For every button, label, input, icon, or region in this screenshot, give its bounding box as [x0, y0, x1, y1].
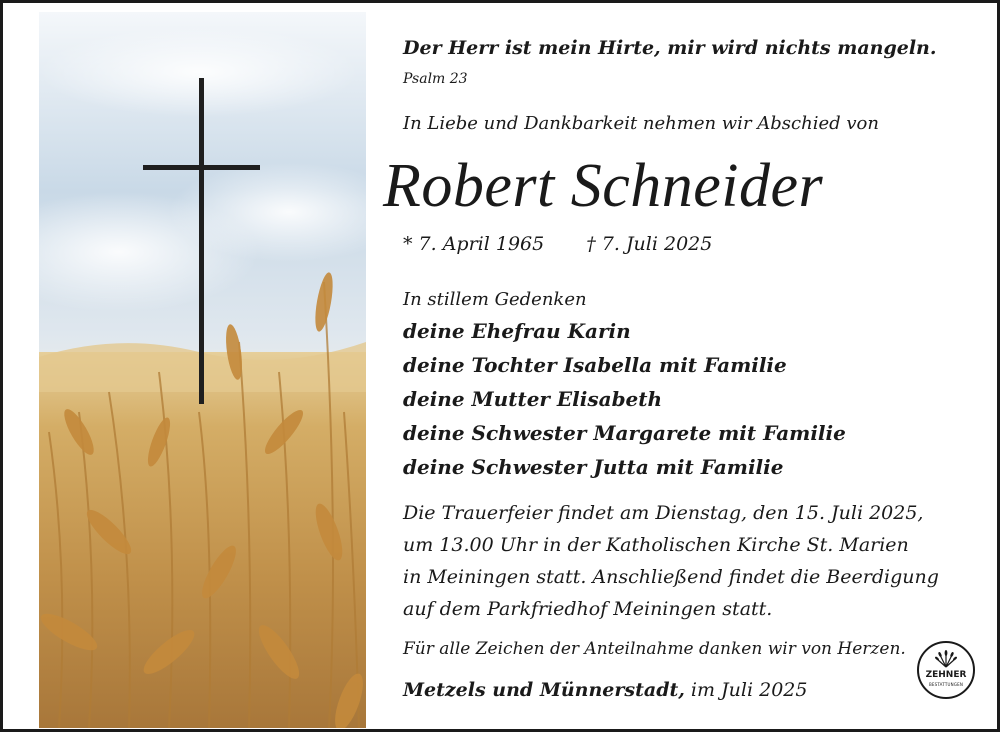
mourner-line: deine Mutter Elisabeth — [403, 387, 663, 411]
funeral-home-logo — [917, 641, 975, 699]
bible-motto: Der Herr ist mein Hirte, mir wird nichts mangeln. — [403, 37, 937, 59]
service-line: Die Trauerfeier findet am Dienstag, den 15. Juli 2025, — [403, 502, 924, 524]
mourner-line: deine Ehefrau Karin — [403, 319, 631, 343]
deceased-name: Robert Schneider — [383, 152, 824, 220]
logo-name: ZEHNER — [925, 670, 967, 680]
farewell-intro: In Liebe und Dankbarkeit nehmen wir Abschied von — [403, 113, 879, 134]
mourner-line: deine Tochter Isabella mit Familie — [403, 353, 787, 377]
mourning-intro: In stillem Gedenken — [403, 289, 587, 310]
wheat-sheaf-icon — [935, 650, 957, 668]
wheat-field-image — [39, 12, 366, 728]
notice-date: im Juli 2025 — [690, 679, 808, 701]
life-dates — [403, 233, 712, 255]
place-date-line — [403, 679, 807, 701]
thanks-line: Für alle Zeichen der Anteilnahme danken wir von Herzen. — [403, 639, 906, 659]
birth-date: * 7. April 1965 — [403, 233, 545, 255]
service-line: um 13.00 Uhr in der Katholischen Kirche St. Marien — [403, 534, 909, 556]
logo-subtitle: BESTATTUNGEN — [928, 682, 964, 687]
death-date: † 7. Juli 2025 — [586, 233, 713, 255]
motto-source: Psalm 23 — [403, 71, 468, 87]
funeral-service-info — [403, 497, 963, 625]
mourner-line: deine Schwester Jutta mit Familie — [403, 455, 784, 479]
place: Metzels und Münnerstadt, — [403, 679, 685, 701]
mourner-line: deine Schwester Margarete mit Familie — [403, 421, 846, 445]
wheat-field-with-cross-image — [39, 12, 366, 728]
notice-text — [383, 3, 983, 735]
service-line: in Meiningen statt. Anschließend findet die Beerdigung — [403, 566, 939, 588]
service-line: auf dem Parkfriedhof Meiningen statt. — [403, 598, 773, 620]
